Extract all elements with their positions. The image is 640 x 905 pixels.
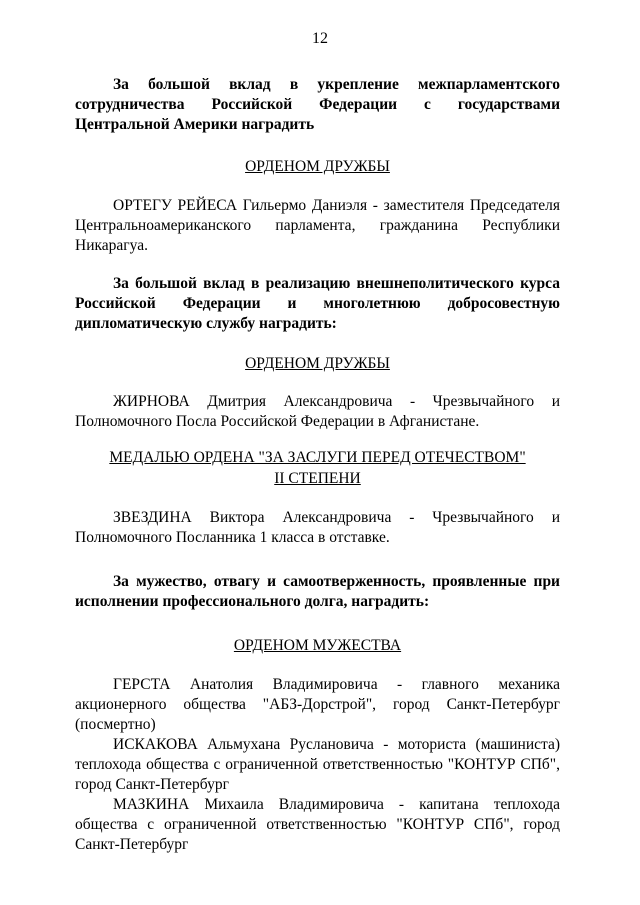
award-title-text: ОРДЕНОМ ДРУЖБЫ — [245, 158, 390, 175]
award-title — [75, 157, 560, 176]
section-heading: За мужество, отвагу и самоотверженность, проявленные при исполнении профессионального долга, наградить: — [75, 573, 560, 610]
section-heading: За большой вклад в укрепление межпарламентского сотрудничества Российской Федерации с государствами Центральной Америки наградить — [75, 76, 560, 133]
page-number: 12 — [312, 30, 328, 47]
award-title — [75, 636, 560, 655]
recipient-entry: ЗВЕЗДИНА Виктора Александровича - Чрезвычайного и Полномочного Посланника 1 класса в отставке. — [75, 509, 560, 546]
award-title-text: II СТЕПЕНИ — [274, 470, 361, 487]
section-heading: За большой вклад в реализацию внешнеполитического курса Российской Федерации и многолетнюю добросовестную дипломатическую службу наградить: — [75, 275, 560, 332]
recipient-entry: ГЕРСТА Анатолия Владимировича - главного механика акционерного общества "АБЗ-Дорстрой", город Санкт-Петербург (посмертно) — [75, 676, 560, 733]
recipient-entry: ИСКАКОВА Альмухана Руслановича - моториста (машиниста) теплохода общества с ограниченной ответственностью "КОНТУР СПб", город Санкт-Петербург — [75, 736, 560, 793]
recipient-entry: ОРТЕГУ РЕЙЕСА Гильермо Даниэля - заместителя Председателя Центральноамериканского парламента, гражданина Республики Никарагуа. — [75, 197, 560, 254]
recipient-entry: ЖИРНОВА Дмитрия Александровича - Чрезвычайного и Полномочного Посла Российской Федерации в Афганистане. — [75, 393, 560, 430]
award-title-text: МЕДАЛЬЮ ОРДЕНА "ЗА ЗАСЛУГИ ПЕРЕД ОТЕЧЕСТВОМ" — [109, 449, 526, 466]
award-title-text: ОРДЕНОМ МУЖЕСТВА — [233, 637, 402, 654]
award-title-text: ОРДЕНОМ ДРУЖБЫ — [245, 355, 390, 372]
award-title — [75, 448, 560, 467]
award-title-line2 — [75, 469, 560, 488]
award-title — [75, 354, 560, 373]
document-body — [75, 75, 560, 855]
recipient-entry: МАЗКИНА Михаила Владимировича - капитана теплохода общества с ограниченной ответственностью "КОНТУР СПб", город Санкт-Петербург — [75, 796, 560, 853]
